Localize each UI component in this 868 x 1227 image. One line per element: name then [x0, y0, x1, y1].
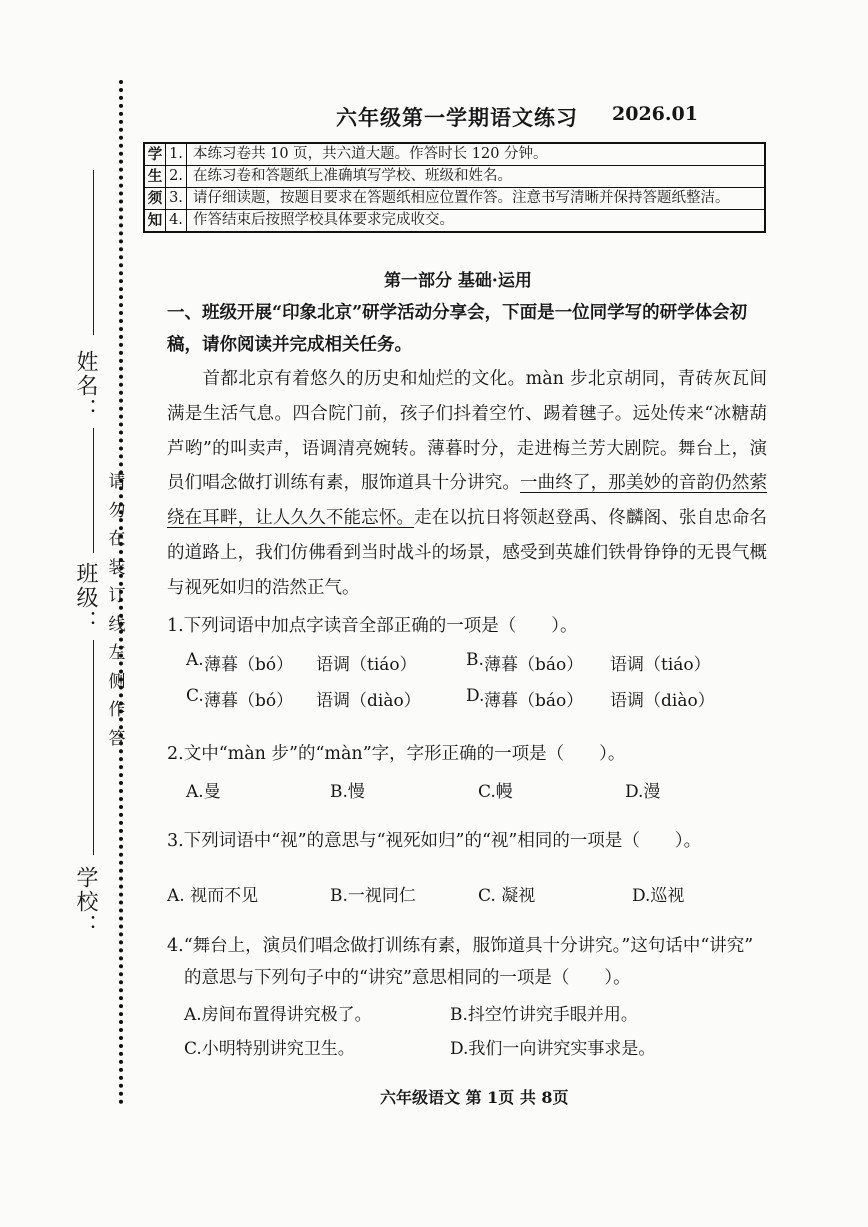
class-write-line-lower — [93, 640, 94, 855]
q1-option-b-label[interactable]: B. — [466, 650, 484, 670]
school-label: 学校： — [73, 866, 98, 938]
notice-item-text: 作答结束后按照学校具体要求完成收交。 — [187, 210, 766, 233]
exam-date: 2026.01 — [612, 103, 698, 125]
question-4-stem-line1: 4.“舞台上，演员们唱念做打训练有素，服饰道具十分讲究。”这句话中“讲究” — [167, 936, 754, 956]
q3-option-d[interactable]: D.巡视 — [632, 886, 685, 906]
q1-option-c-word2: 语调（diào） — [316, 691, 421, 711]
q4-option-c[interactable]: C.小明特别讲究卫生。 — [184, 1039, 355, 1059]
notice-item-text: 本练习卷共 10 页，共六道大题。作答时长 120 分钟。 — [187, 143, 766, 166]
q2-option-a[interactable]: A.曼 — [186, 782, 221, 802]
q1-option-c-label[interactable]: C. — [186, 686, 204, 706]
notice-item-num: 1. — [166, 143, 187, 166]
notice-item-text: 请仔细读题，按题目要求在答题纸相应位置作答。注意书写清晰并保持答题纸整洁。 — [187, 188, 766, 210]
question-2-stem: 2.文中“màn 步”的“màn”字，字形正确的一项是（ ）。 — [167, 744, 626, 764]
class-label: 班级： — [73, 562, 98, 634]
q1-option-b-word2: 语调（tiáo） — [610, 655, 711, 675]
notice-heading-char: 生 — [144, 166, 166, 188]
q1-option-a-word1: 薄暮（bó） — [204, 655, 294, 675]
question-1-stem: 1.下列词语中加点字读音全部正确的一项是（ ）。 — [167, 616, 578, 636]
question-4-stem-line2: 的意思与下列句子中的“讲究”意思相同的一项是（ ）。 — [184, 968, 631, 988]
exam-title: 六年级第一学期语文练习 — [336, 105, 578, 130]
q1-option-d-word2: 语调（diào） — [610, 691, 715, 711]
passage-text: 走在以抗日将领赵登禹、佟麟阁、张自忠命名的道路上，我们仿佛看到当时战斗的场景，感受到英雄们铁骨铮铮的无畏气概与视死如归的浩然正气。 — [167, 508, 768, 598]
notice-heading-char: 知 — [144, 210, 166, 233]
page-footer: 六年级语文 第 1页 共 8页 — [380, 1088, 569, 1107]
q2-option-c[interactable]: C.幔 — [478, 782, 513, 802]
q4-option-d[interactable]: D.我们一向讲究实事求是。 — [450, 1039, 656, 1059]
section1-heading: 一、班级开展“印象北京”研学活动分享会，下面是一位同学写的研学体会初稿，请你阅读并完成相关任务。 — [167, 303, 748, 355]
reading-passage — [167, 362, 767, 606]
q4-option-a[interactable]: A.房间布置得讲究极了。 — [184, 1005, 372, 1025]
notice-item-num: 2. — [166, 166, 187, 188]
q1-option-a-label[interactable]: A. — [186, 650, 204, 670]
notice-heading-char: 须 — [144, 188, 166, 210]
notice-item-num: 4. — [166, 210, 187, 233]
q4-option-b[interactable]: B.抖空竹讲究手眼并用。 — [450, 1005, 638, 1025]
q3-option-c[interactable]: C. 凝视 — [478, 886, 536, 906]
passage-underlined-sentence: 一曲终了，那美妙的音韵仍然萦绕在耳畔，让人久久不能忘怀。 — [167, 473, 768, 529]
notice-heading-char: 学 — [144, 143, 166, 166]
q1-option-c-word1: 薄暮（bó） — [204, 691, 294, 711]
passage-text: 首都北京有着悠久的历史和灿烂的文化。màn 步北京胡同，青砖灰瓦间满是生活气息。四合院门前，孩子们抖着空竹、踢着毽子。远处传来“冰糖葫芦哟”的叫卖声，语调清亮婉转。薄暮时分，走进梅兰芳大剧院。舞台上，演员们唱念做打训练有素，服饰道具十分讲究。 — [167, 369, 767, 494]
q2-option-b[interactable]: B.慢 — [330, 782, 365, 802]
name-write-line — [93, 170, 94, 335]
q3-option-a[interactable]: A. 视而不见 — [167, 886, 259, 906]
q3-option-b[interactable]: B.一视同仁 — [330, 886, 416, 906]
q1-option-a-word2: 语调（tiáo） — [316, 655, 417, 675]
notice-item-text: 在练习卷和答题纸上准确填写学校、班级和姓名。 — [187, 166, 766, 188]
question-3-stem: 3.下列词语中“视”的意思与“视死如归”的“视”相同的一项是（ ）。 — [167, 831, 702, 851]
part-title: 第一部分 基础·运用 — [384, 271, 532, 291]
q1-option-d-word1: 薄暮（báo） — [484, 691, 584, 711]
name-label: 姓名： — [73, 350, 98, 422]
q1-option-b-word1: 薄暮（báo） — [484, 655, 584, 675]
notice-item-num: 3. — [166, 188, 187, 210]
binding-notice-vertical: 请勿在装订线左侧作答 — [108, 472, 126, 749]
student-notice-table — [143, 142, 766, 233]
q1-option-d-label[interactable]: D. — [466, 686, 485, 706]
q2-option-d[interactable]: D.漫 — [625, 782, 661, 802]
class-write-line-upper — [93, 428, 94, 553]
